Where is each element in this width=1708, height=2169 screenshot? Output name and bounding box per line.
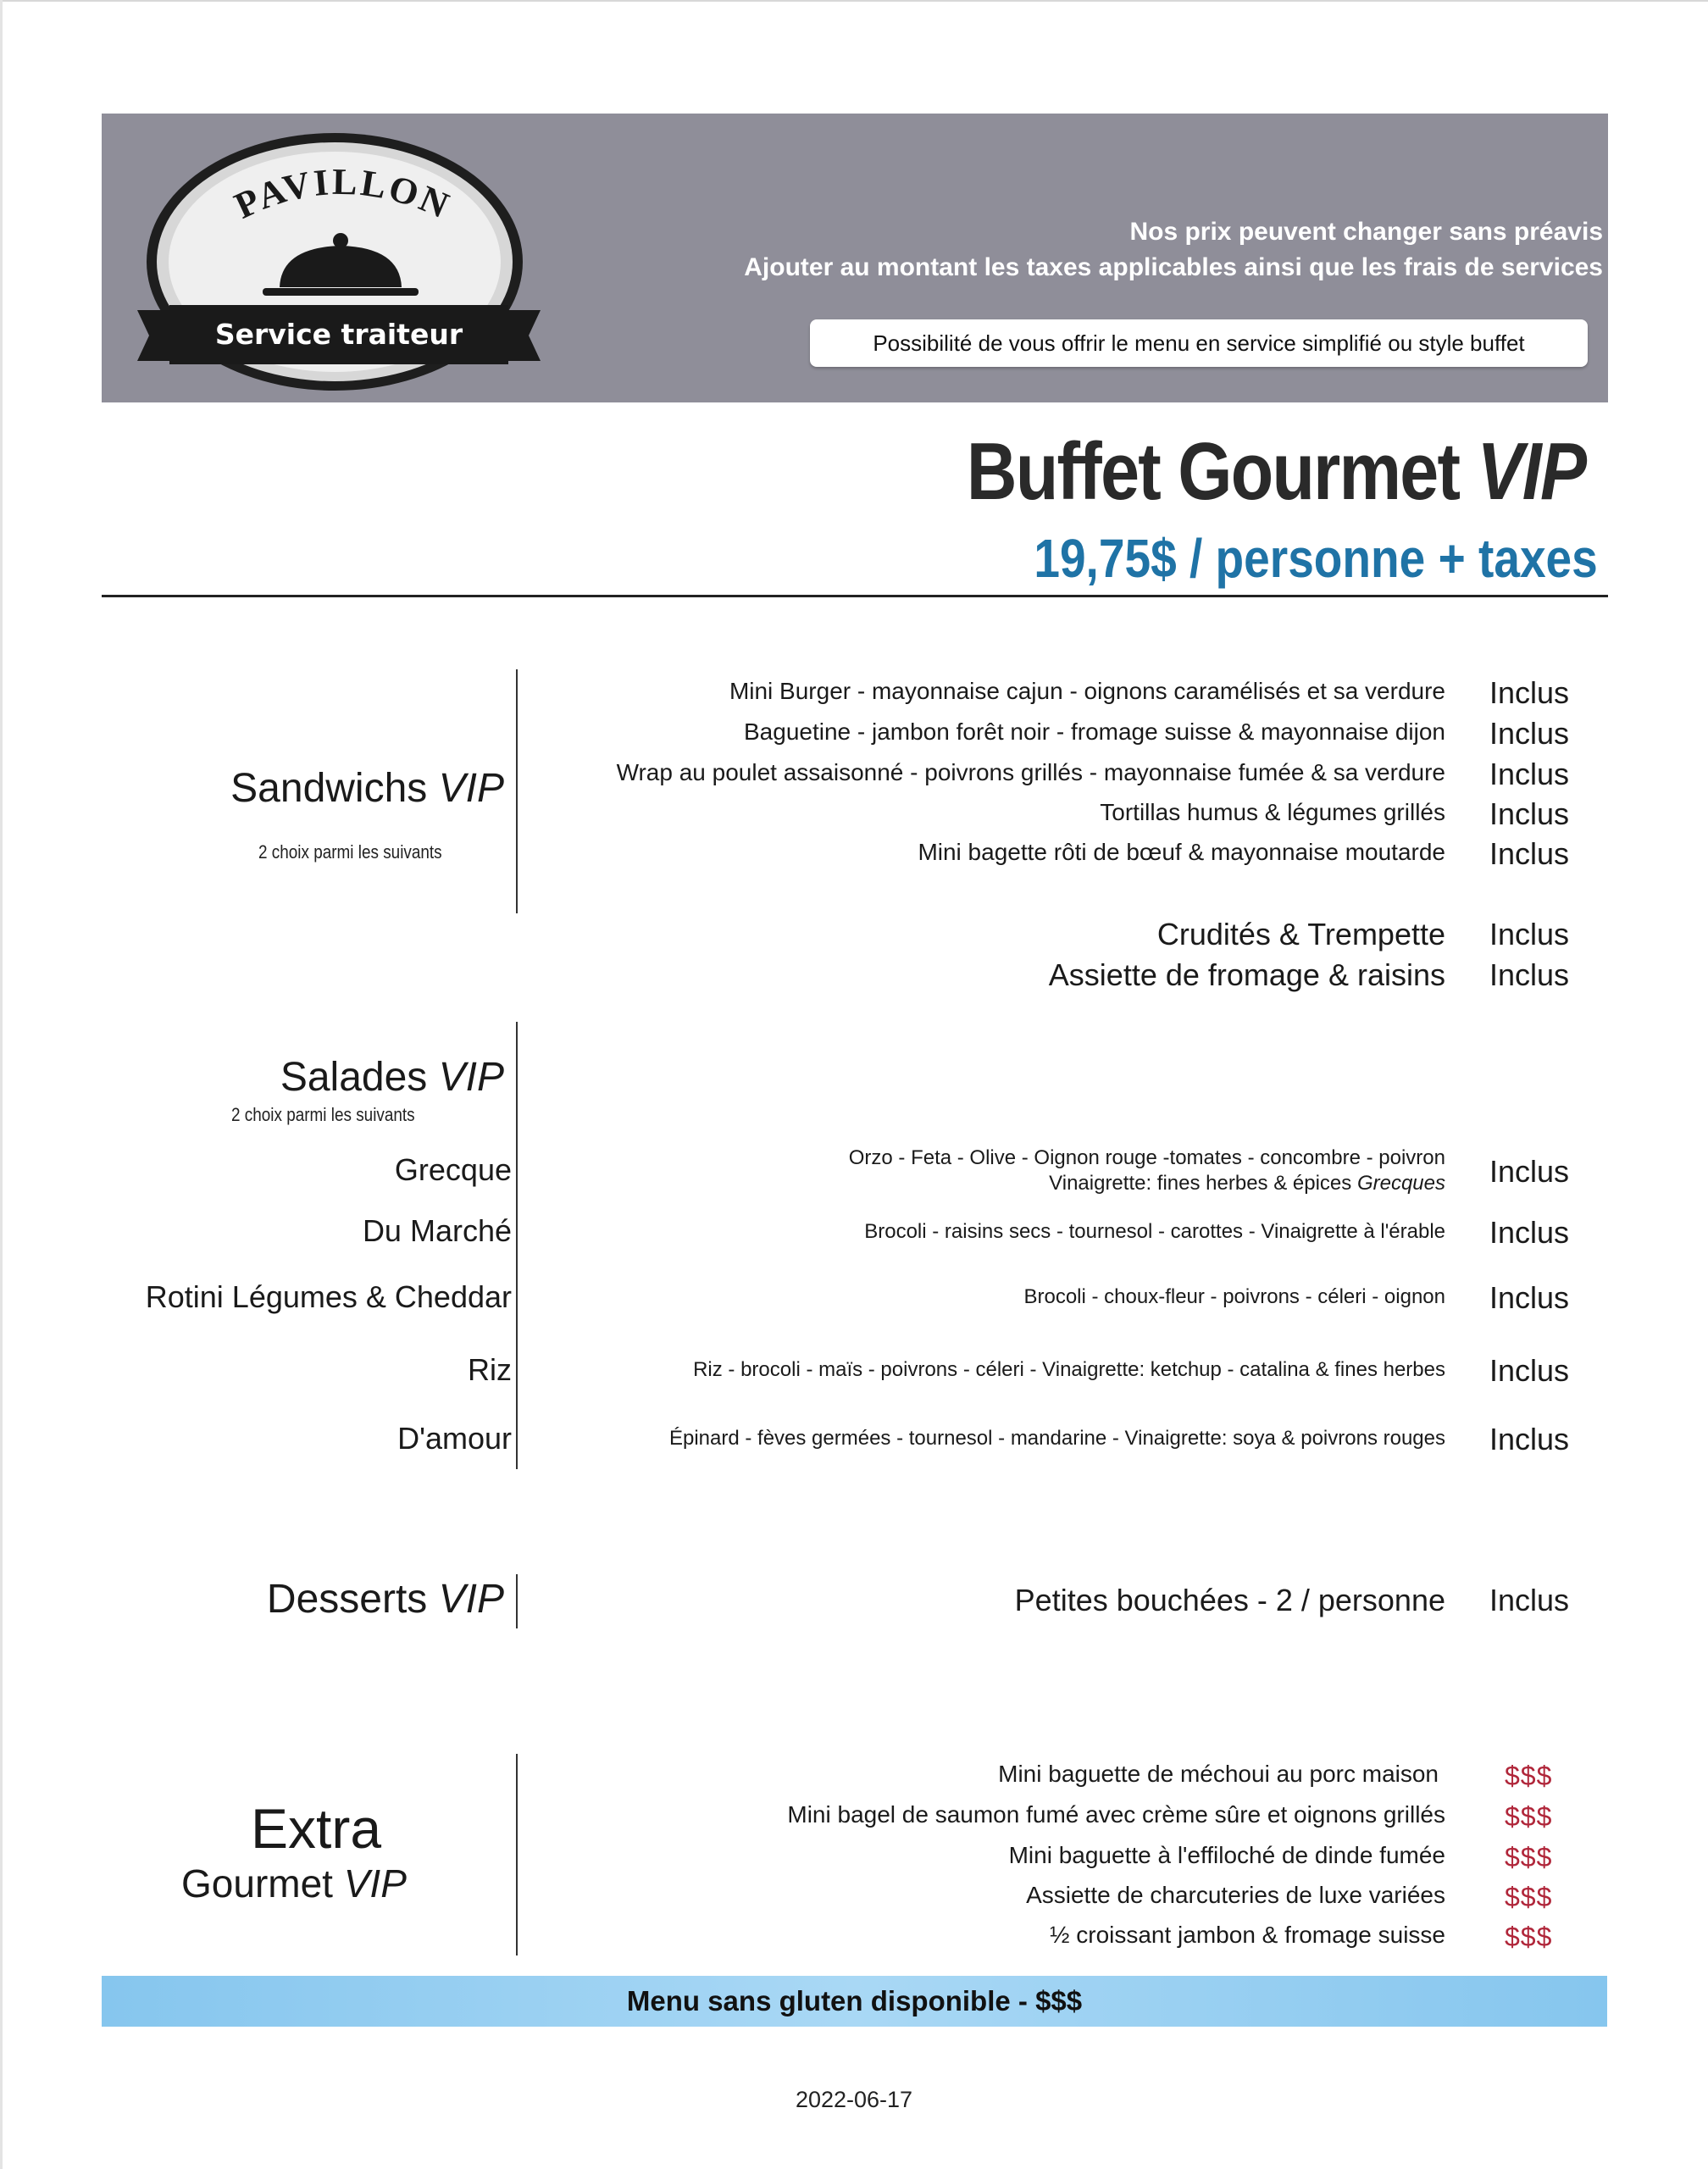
extra-price: $$$ <box>1505 1801 1553 1832</box>
crudites-item: Crudités & Trempette <box>1156 917 1445 951</box>
crudites-price: Inclus <box>1489 917 1570 951</box>
fromage-item: Assiette de fromage & raisins <box>1048 957 1445 992</box>
menu-price: 19,75$ / personne + taxes <box>1034 528 1598 589</box>
logo-arc-text: PAVILLON <box>228 160 458 228</box>
salad-price: Inclus <box>1489 1422 1570 1456</box>
document-date: 2022-06-17 <box>795 2087 913 2112</box>
salad-description: Riz - brocoli - maïs - poivrons - céleri - Vinaigrette: ketchup - catalina & fines herbes <box>693 1358 1445 1381</box>
extra-item: Assiette de charcuteries de luxe variées <box>1026 1882 1445 1908</box>
sandwich-item: Mini bagette rôti de bœuf & mayonnaise moutarde <box>918 839 1445 865</box>
desserts-vip: VIP <box>438 1577 504 1622</box>
sandwich-item: Tortillas humus & légumes grillés <box>1100 799 1445 825</box>
sandwichs-choice-note: 2 choix parmi les suivants <box>258 841 442 863</box>
pavillon-logo <box>119 114 559 402</box>
sandwich-item: Wrap au poulet assaisonné - poivrons grillés - mayonnaise fumée & sa verdure <box>616 759 1445 785</box>
sandwich-price: Inclus <box>1489 716 1570 751</box>
salad-vinaigrette <box>849 1171 1445 1196</box>
extra-price: $$$ <box>1505 1922 1553 1952</box>
dessert-item: Petites bouchées - 2 / personne <box>1014 1583 1445 1617</box>
salad-ingredients: Orzo - Feta - Olive - Oignon rouge -tomates - concombre - poivron <box>848 1146 1445 1169</box>
sandwich-price: Inclus <box>1489 675 1570 710</box>
salad-price: Inclus <box>1489 1215 1570 1250</box>
extra-heading: Extra <box>251 1797 382 1860</box>
salad-price: Inclus <box>1489 1353 1570 1388</box>
menu-title-main: Buffet Gourmet <box>966 426 1478 517</box>
scan-edge-top <box>0 0 1708 2</box>
salad-name: Du Marché <box>362 1213 512 1248</box>
logo-banner-text: Service traiteur <box>214 318 463 351</box>
salad-name: D'amour <box>397 1421 512 1456</box>
extra-price: $$$ <box>1505 1842 1553 1872</box>
sandwich-price: Inclus <box>1489 836 1570 871</box>
extra-item: Mini bagel de saumon fumé avec crème sûre et oignons grillés <box>787 1801 1445 1828</box>
desserts-label: Desserts <box>266 1577 439 1622</box>
sandwichs-heading <box>230 765 504 812</box>
extra-item: Mini baguette de méchoui au porc maison <box>998 1761 1439 1787</box>
scan-edge-left <box>0 0 3 2169</box>
salad-vinaigrette-text: Vinaigrette: fines herbes & épices <box>1049 1172 1357 1195</box>
extra-subheading <box>181 1861 407 1906</box>
title-divider <box>102 595 1608 597</box>
salad-description: Brocoli - raisins secs - tournesol - carottes - Vinaigrette à l'érable <box>864 1220 1445 1243</box>
gluten-free-banner: Menu sans gluten disponible - $$$ <box>102 1976 1607 2027</box>
extra-vip: VIP <box>343 1861 407 1906</box>
price-change-notice: Nos prix peuvent changer sans préavis <box>1129 218 1603 246</box>
salad-price: Inclus <box>1489 1280 1570 1315</box>
salades-heading <box>280 1054 504 1101</box>
salad-description: Brocoli - choux-fleur - poivrons - céleri - oignon <box>1023 1285 1445 1308</box>
dessert-price: Inclus <box>1489 1583 1570 1617</box>
desserts-divider <box>516 1574 518 1628</box>
extra-price: $$$ <box>1505 1761 1553 1791</box>
salad-vinaigrette-italic: Grecques <box>1356 1172 1445 1195</box>
salades-choice-note: 2 choix parmi les suivants <box>231 1104 415 1125</box>
sandwich-price: Inclus <box>1489 796 1570 831</box>
sandwich-price: Inclus <box>1489 757 1570 791</box>
fromage-price: Inclus <box>1489 957 1570 992</box>
menu-title <box>967 425 1585 519</box>
service-option-box: Possibilité de vous offrir le menu en service simplifié ou style buffet <box>810 319 1588 367</box>
sandwichs-divider <box>516 669 518 913</box>
salades-divider <box>516 1022 518 1469</box>
sandwichs-label: Sandwichs <box>230 766 439 811</box>
header-band <box>102 114 1608 402</box>
sandwichs-vip: VIP <box>438 766 504 811</box>
desserts-heading <box>267 1576 504 1623</box>
salad-description: Épinard - fèves germées - tournesol - mandarine - Vinaigrette: soya & poivrons rouges <box>668 1427 1445 1450</box>
extra-price: $$$ <box>1505 1882 1553 1912</box>
extra-subheading-text: Gourmet <box>181 1861 344 1906</box>
salad-name: Grecque <box>394 1152 512 1187</box>
salad-description <box>849 1146 1445 1196</box>
sandwich-item: Baguetine - jambon forêt noir - fromage suisse & mayonnaise dijon <box>744 718 1445 745</box>
extra-item: ½ croissant jambon & fromage suisse <box>1050 1922 1445 1948</box>
salad-price: Inclus <box>1489 1154 1570 1189</box>
salad-name: Riz <box>468 1352 512 1387</box>
extra-divider <box>516 1754 518 1955</box>
salades-label: Salades <box>280 1055 439 1100</box>
extra-item: Mini baguette à l'effiloché de dinde fumée <box>1008 1842 1445 1868</box>
sandwich-item: Mini Burger - mayonnaise cajun - oignons caramélisés et sa verdure <box>729 678 1445 704</box>
salades-vip: VIP <box>438 1055 504 1100</box>
menu-title-vip: VIP <box>1477 426 1585 517</box>
taxes-notice: Ajouter au montant les taxes applicables ainsi que les frais de services <box>744 253 1603 281</box>
salad-name: Rotini Légumes & Cheddar <box>145 1279 512 1314</box>
